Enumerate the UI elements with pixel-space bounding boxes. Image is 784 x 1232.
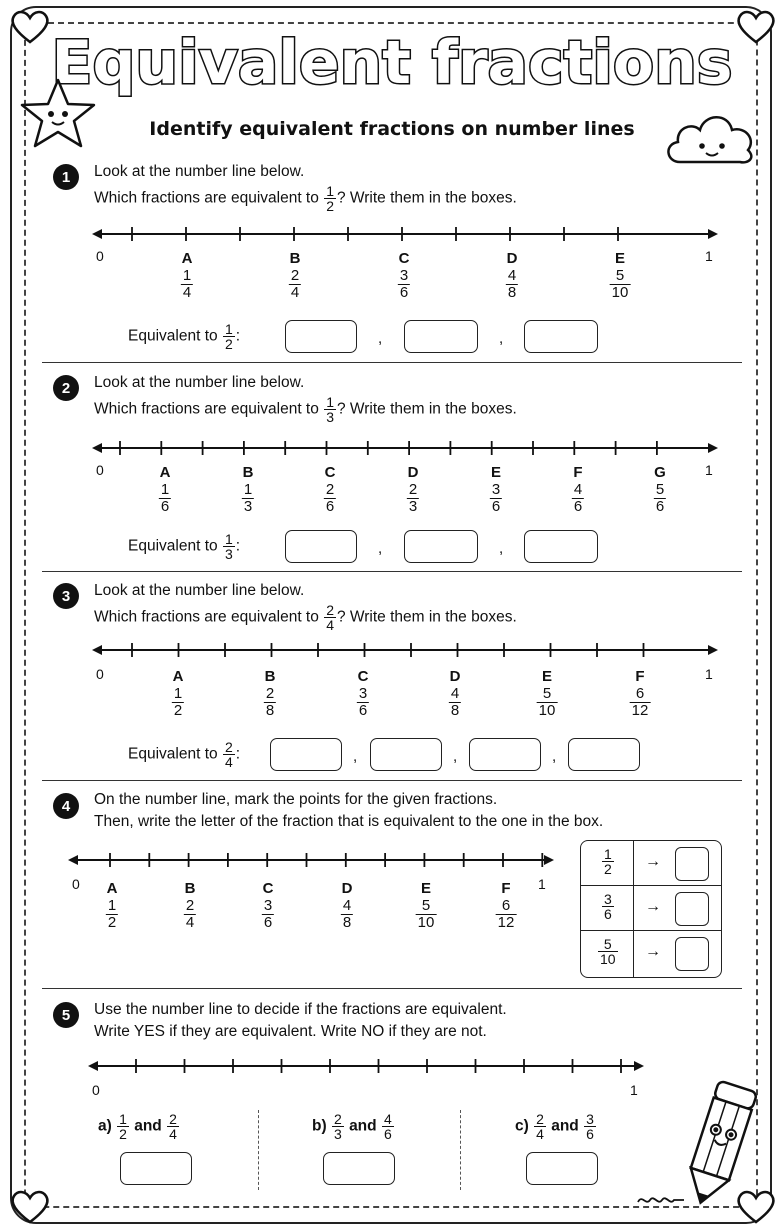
q1-instruction-line2: Which fractions are equivalent to $\frac{1}{2}$ ? Write them in the boxes. <box>94 183 517 214</box>
point-fraction: $\frac{4}{8}$ <box>342 897 352 931</box>
point-fraction: $\frac{2}{4}$ <box>185 897 195 931</box>
point-fraction: $\frac{1}{2}$ <box>173 685 183 719</box>
point-letter: D <box>506 250 518 267</box>
point-letter: E <box>541 668 552 685</box>
question-number-1: 1 <box>53 164 79 190</box>
number-line-start: 0 <box>72 876 80 892</box>
section-divider <box>42 988 742 989</box>
point-fraction: $\frac{3}{6}$ <box>358 685 368 719</box>
cloud-mascot-icon <box>660 104 760 170</box>
number-line-point-c <box>323 464 337 515</box>
number-line-end: 1 <box>630 1082 638 1098</box>
number-line-2 <box>90 438 720 462</box>
arrowhead <box>92 645 102 655</box>
point-fraction: $\frac{5}{6}$ <box>655 481 665 515</box>
point-fraction: $\frac{4}{8}$ <box>450 685 460 719</box>
question-number-3: 3 <box>53 583 79 609</box>
pair-b: b) $\frac{2}{3}$ and $\frac{4}{6}$ <box>312 1111 392 1142</box>
point-letter: A <box>106 880 118 897</box>
point-letter: E <box>614 250 625 267</box>
target-fraction: $\frac{1}{3}$ <box>326 394 334 425</box>
given-fraction: $\frac{3}{6}$ <box>604 891 612 922</box>
number-line-1-labels <box>0 250 784 310</box>
arrowhead <box>634 1061 644 1071</box>
q2-instruction-line1: Look at the number line below. <box>94 374 305 391</box>
matching-table <box>580 840 722 978</box>
arrowhead <box>708 645 718 655</box>
target-fraction: $\frac{1}{2}$ <box>326 183 334 214</box>
comma: , <box>552 748 557 765</box>
pencil-mascot-icon <box>676 1076 766 1210</box>
given-fraction: $\frac{1}{2}$ <box>604 846 612 877</box>
arrowhead <box>92 229 102 239</box>
number-line-3-labels <box>0 668 784 728</box>
point-letter: C <box>357 668 369 685</box>
answer-box[interactable] <box>524 320 598 353</box>
yes-no-box[interactable] <box>120 1152 192 1185</box>
scribble-icon <box>636 1192 686 1208</box>
letter-answer-box[interactable] <box>675 847 709 881</box>
number-line-start: 0 <box>96 666 104 682</box>
point-letter: F <box>573 464 583 481</box>
number-line-point-e <box>536 668 559 719</box>
number-line-2-labels <box>0 464 784 524</box>
number-line-point-f <box>629 668 652 719</box>
number-line-point-c <box>261 880 275 931</box>
point-letter: A <box>181 250 193 267</box>
comma: , <box>378 330 383 347</box>
number-line-4 <box>66 850 556 874</box>
pair-a: a) $\frac{1}{2}$ and $\frac{2}{4}$ <box>98 1111 177 1142</box>
point-letter: B <box>184 880 196 897</box>
q3-answer-label: Equivalent to $\frac{2}{4}$ : <box>128 739 241 770</box>
point-fraction: $\frac{1}{2}$ <box>107 897 117 931</box>
number-line-end: 1 <box>705 248 713 264</box>
number-line-point-d <box>406 464 420 515</box>
point-fraction: $\frac{3}{6}$ <box>263 897 273 931</box>
q4-instruction-line1: On the number line, mark the points for the given fractions. <box>94 791 498 808</box>
divider <box>258 1110 259 1190</box>
number-line-point-d <box>340 880 354 931</box>
answer-box[interactable] <box>568 738 640 771</box>
number-line-start: 0 <box>96 462 104 478</box>
answer-box[interactable] <box>285 320 357 353</box>
q1-instruction-line1: Look at the number line below. <box>94 163 305 180</box>
number-line-point-a <box>158 464 172 515</box>
matching-row <box>581 841 721 886</box>
pair-c: c) $\frac{2}{4}$ and $\frac{3}{6}$ <box>515 1111 594 1142</box>
arrowhead <box>88 1061 98 1071</box>
answer-box[interactable] <box>469 738 541 771</box>
number-line-point-b <box>183 880 197 931</box>
point-letter: A <box>172 668 184 685</box>
number-line-start: 0 <box>92 1082 100 1098</box>
target-fraction: $\frac{2}{4}$ <box>326 602 334 633</box>
question-number-2: 2 <box>53 375 79 401</box>
point-letter: E <box>420 880 431 897</box>
matching-row <box>581 886 721 931</box>
point-fraction: $\frac{2}{4}$ <box>290 267 300 301</box>
point-letter: C <box>324 464 336 481</box>
arrowhead <box>544 855 554 865</box>
number-line-point-a <box>105 880 119 931</box>
number-line-point-a <box>171 668 185 719</box>
point-fraction: $\frac{6}{12}$ <box>497 897 515 931</box>
section-divider <box>42 780 742 781</box>
point-fraction: $\frac{1}{4}$ <box>182 267 192 301</box>
letter-answer-box[interactable] <box>675 937 709 971</box>
point-fraction: $\frac{5}{10}$ <box>417 897 435 931</box>
number-line-point-b <box>288 250 302 301</box>
point-fraction: $\frac{2}{8}$ <box>265 685 275 719</box>
point-letter: G <box>654 464 666 481</box>
number-line-end: 1 <box>705 666 713 682</box>
number-line-point-a <box>180 250 194 301</box>
number-line-point-e <box>415 880 438 931</box>
point-letter: B <box>242 464 254 481</box>
point-letter: C <box>262 880 274 897</box>
point-letter: C <box>398 250 410 267</box>
matching-row <box>581 931 721 976</box>
comma: , <box>499 330 504 347</box>
number-line-point-d <box>448 668 462 719</box>
answer-box[interactable] <box>270 738 342 771</box>
number-line-point-f <box>571 464 585 515</box>
point-letter: A <box>159 464 171 481</box>
number-line-point-e <box>489 464 503 515</box>
divider <box>460 1110 461 1190</box>
arrowhead <box>68 855 78 865</box>
point-letter: B <box>264 668 276 685</box>
section-divider <box>42 362 742 363</box>
answer-box[interactable] <box>285 530 357 563</box>
number-line-point-c <box>356 668 370 719</box>
q5-instruction-line2: Write YES if they are equivalent. Write NO if they are not. <box>94 1023 487 1040</box>
point-fraction: $\frac{4}{8}$ <box>507 267 517 301</box>
point-fraction: $\frac{4}{6}$ <box>573 481 583 515</box>
arrow-right-icon: → <box>645 943 661 960</box>
number-line-start: 0 <box>96 248 104 264</box>
point-fraction: $\frac{1}{6}$ <box>160 481 170 515</box>
answer-box[interactable] <box>404 320 478 353</box>
page-title: Equivalent fractions <box>51 28 733 98</box>
number-line-point-b <box>241 464 255 515</box>
letter-answer-box[interactable] <box>675 892 709 926</box>
point-letter: F <box>635 668 645 685</box>
given-fraction: $\frac{5}{10}$ <box>600 936 616 967</box>
q4-instruction-line2: Then, write the letter of the fraction that is equivalent to the one in the box. <box>94 813 604 830</box>
arrow-right-icon: → <box>645 853 661 870</box>
answer-box[interactable] <box>524 530 598 563</box>
yes-no-box[interactable] <box>526 1152 598 1185</box>
point-fraction: $\frac{5}{10}$ <box>611 267 629 301</box>
arrowhead <box>92 443 102 453</box>
point-fraction: $\frac{6}{12}$ <box>631 685 649 719</box>
point-fraction: $\frac{1}{3}$ <box>243 481 253 515</box>
question-number-5: 5 <box>53 1002 79 1028</box>
number-line-5 <box>86 1056 646 1080</box>
point-letter: B <box>289 250 301 267</box>
section-divider <box>42 571 742 572</box>
point-letter: D <box>341 880 353 897</box>
number-line-1 <box>90 224 720 248</box>
number-line-end: 1 <box>705 462 713 478</box>
point-fraction: $\frac{2}{3}$ <box>408 481 418 515</box>
q3-instruction-line2: Which fractions are equivalent to $\frac{2}{4}$ ? Write them in the boxes. <box>94 602 517 633</box>
point-fraction: $\frac{2}{6}$ <box>325 481 335 515</box>
number-line-point-f <box>495 880 518 931</box>
answer-box[interactable] <box>404 530 478 563</box>
arrow-right-icon: → <box>645 898 661 915</box>
number-line-point-d <box>505 250 519 301</box>
q1-answer-label: Equivalent to $\frac{1}{2}$ : <box>128 321 241 352</box>
point-fraction: $\frac{3}{6}$ <box>399 267 409 301</box>
answer-box[interactable] <box>370 738 442 771</box>
number-line-point-e <box>609 250 632 301</box>
comma: , <box>453 748 458 765</box>
q5-instruction-line1: Use the number line to decide if the fractions are equivalent. <box>94 1001 507 1018</box>
number-line-point-g <box>653 464 667 515</box>
yes-no-box[interactable] <box>323 1152 395 1185</box>
point-letter: D <box>407 464 419 481</box>
number-line-end: 1 <box>538 876 546 892</box>
number-line-3 <box>90 640 720 664</box>
page-subtitle: Identify equivalent fractions on number lines <box>149 118 635 140</box>
heart-icon <box>8 1186 52 1226</box>
comma: , <box>499 540 504 557</box>
q2-answer-label: Equivalent to $\frac{1}{3}$ : <box>128 531 241 562</box>
number-line-point-c <box>397 250 411 301</box>
point-letter: D <box>449 668 461 685</box>
q2-instruction-line2: Which fractions are equivalent to $\frac{1}{3}$ ? Write them in the boxes. <box>94 394 517 425</box>
point-letter: F <box>501 880 511 897</box>
number-line-point-b <box>263 668 277 719</box>
arrowhead <box>708 443 718 453</box>
question-number-4: 4 <box>53 793 79 819</box>
comma: , <box>378 540 383 557</box>
q3-instruction-line1: Look at the number line below. <box>94 582 305 599</box>
arrowhead <box>708 229 718 239</box>
star-mascot-icon <box>18 74 98 152</box>
comma: , <box>353 748 358 765</box>
point-fraction: $\frac{5}{10}$ <box>538 685 556 719</box>
point-fraction: $\frac{3}{6}$ <box>491 481 501 515</box>
point-letter: E <box>490 464 501 481</box>
